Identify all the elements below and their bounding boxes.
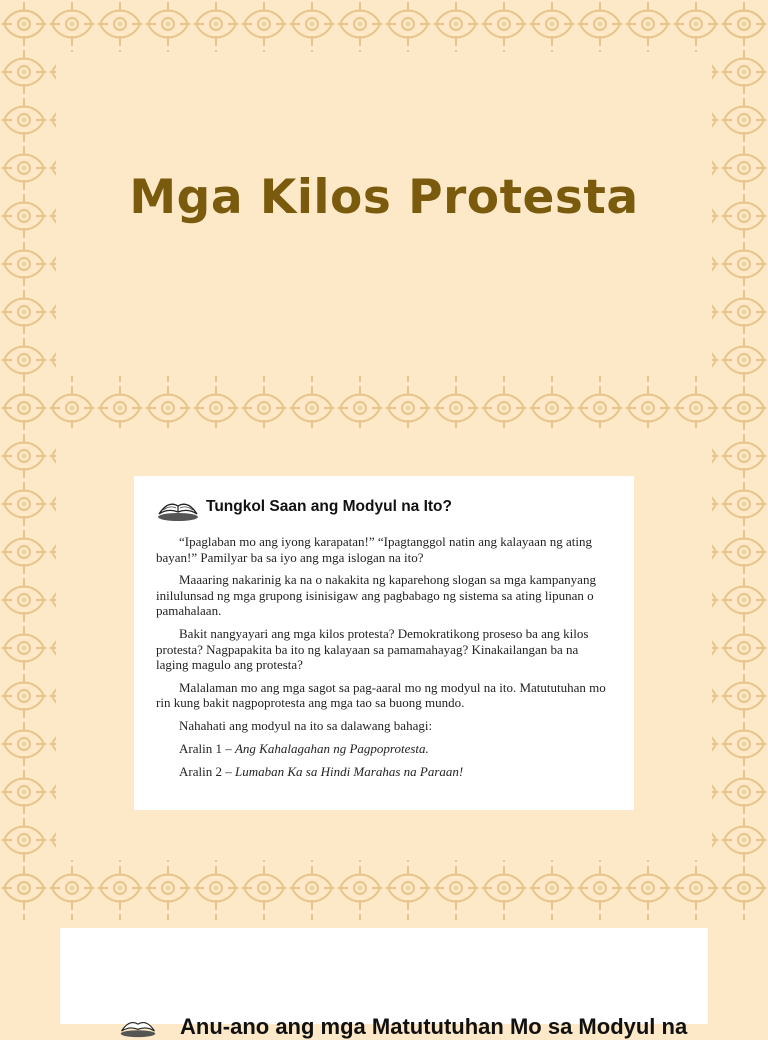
paragraph: Bakit nangyayari ang mga kilos protesta? Demokratikong proseso ba ang kilos protesta? Nagpapakita ba ito ng kalayaan sa pamamahayag? Kinakailangan ba na laging magulo ang protesta? [156, 625, 589, 673]
content-slide [0, 432, 768, 920]
paragraph: Nahahati ang modyul na ito sa dalawang bahagi: [179, 717, 433, 733]
lesson-label: Aralin 1 – [179, 740, 232, 756]
paragraph: Maaaring nakarinig ka na o nakakita ng kaparehong slogan sa mga kampanyang inilulunsad ng mga grupong isinisigaw ang pagbabago ng sistema sa ating lipunan o pamahalaan. [156, 572, 596, 619]
lesson-title: Ang Kahalagahan ng Pagpoprotesta. [234, 740, 429, 756]
next-slide-heading: Anu-ano ang mga Matututuhan Mo sa Modyul na [180, 1014, 688, 1039]
module-page-image [134, 476, 634, 810]
lesson-title: Lumaban Ka sa Hindi Marahas na Paraan! [234, 763, 464, 779]
module-heading: Tungkol Saan ang Modyul na Ito? [206, 498, 452, 515]
lesson-item [156, 764, 612, 780]
module-section-header [156, 492, 612, 522]
slide-title: Mga Kilos Protesta [129, 170, 639, 225]
title-slide [0, 0, 768, 432]
paragraph: Malalaman mo ang mga sagot sa pag-aaral mo ng modyul na ito. Matututuhan mo rin kung bakit nagpoprotesta ang mga tao sa buong mundo. [156, 679, 606, 711]
paragraph: “Ipaglaban mo ang iyong karapatan!” “Ipagtanggol natin ang kalayaan ng ating bayan!” Pamilyar ba sa iyo ang mga islogan na ito? [156, 534, 592, 565]
book-icon [118, 1012, 158, 1038]
lesson-label: Aralin 2 – [179, 763, 232, 779]
lesson-item [156, 741, 612, 757]
book-icon [156, 492, 200, 522]
next-slide [60, 928, 708, 1039]
